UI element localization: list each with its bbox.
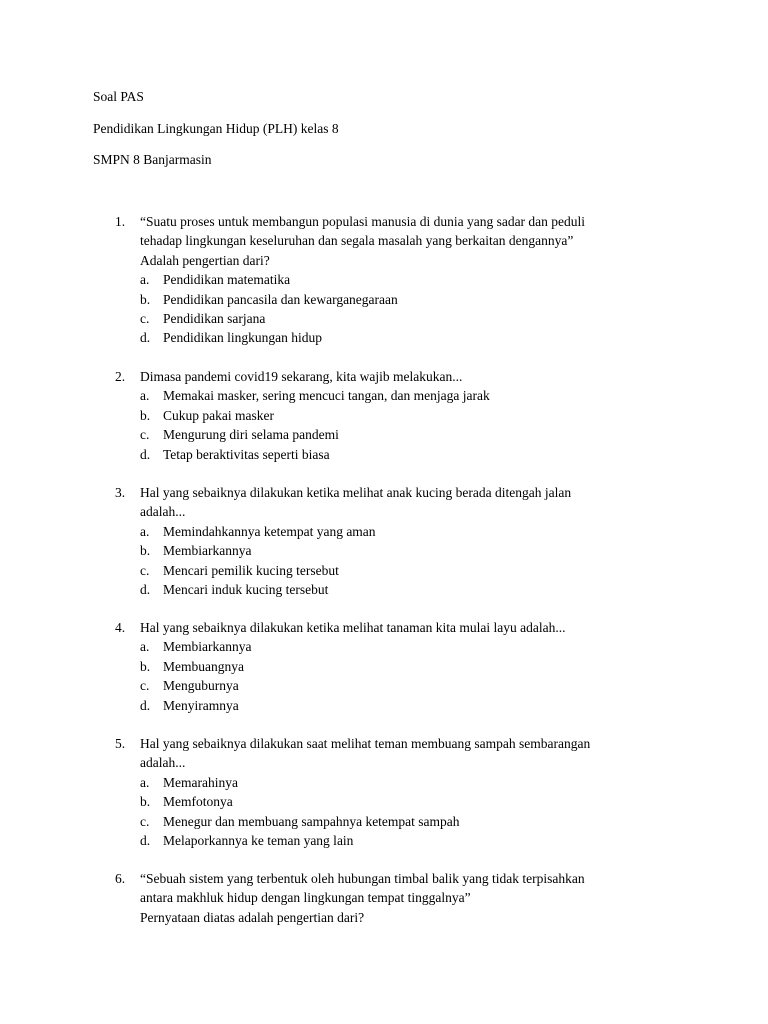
option-c bbox=[140, 676, 675, 695]
question-text-line: Hal yang sebaiknya dilakukan saat melihat teman membuang sampah sembarangan bbox=[140, 736, 591, 751]
option-d bbox=[140, 580, 675, 599]
document-title: Soal PAS bbox=[93, 89, 144, 104]
question-5 bbox=[115, 734, 675, 850]
question-number: 2. bbox=[115, 369, 126, 384]
question-text-line: “Suatu proses untuk membangun populasi manusia di dunia yang sadar dan peduli bbox=[140, 214, 586, 229]
option-letter: d. bbox=[140, 582, 151, 598]
option-a bbox=[140, 773, 675, 792]
question-1 bbox=[115, 212, 675, 348]
option-letter: a. bbox=[140, 523, 150, 539]
option-c bbox=[140, 425, 675, 444]
option-letter: b. bbox=[140, 407, 151, 423]
question-number: 6. bbox=[115, 871, 126, 886]
option-letter: c. bbox=[140, 562, 150, 578]
question-body bbox=[140, 367, 675, 464]
option-letter: c. bbox=[140, 427, 150, 443]
option-d bbox=[140, 831, 675, 850]
option-letter: b. bbox=[140, 794, 151, 810]
option-text: Melaporkannya ke teman yang lain bbox=[163, 833, 354, 849]
option-d bbox=[140, 445, 675, 464]
option-text: Pendidikan pancasila dan kewarganegaraan bbox=[163, 291, 398, 307]
option-text: Mencari pemilik kucing tersebut bbox=[163, 562, 339, 578]
option-text: Membuangnya bbox=[163, 658, 244, 674]
option-b bbox=[140, 657, 675, 676]
option-letter: a. bbox=[140, 639, 150, 655]
option-letter: a. bbox=[140, 388, 150, 404]
question-number: 4. bbox=[115, 620, 126, 635]
option-letter: b. bbox=[140, 658, 151, 674]
question-number: 3. bbox=[115, 485, 126, 500]
option-letter: d. bbox=[140, 697, 151, 713]
option-d bbox=[140, 328, 675, 347]
option-a bbox=[140, 522, 675, 541]
question-text-line: Pernyataan diatas adalah pengertian dari? bbox=[140, 909, 365, 925]
question-body bbox=[140, 618, 675, 715]
option-text: Mengurung diri selama pandemi bbox=[163, 427, 339, 443]
option-a bbox=[140, 637, 675, 656]
option-text: Menguburnya bbox=[163, 678, 239, 694]
option-text: Menegur dan membuang sampahnya ketempat sampah bbox=[163, 813, 460, 829]
option-text: Pendidikan sarjana bbox=[163, 311, 266, 327]
option-text: Menyiramnya bbox=[163, 697, 239, 713]
question-4 bbox=[115, 618, 675, 715]
question-body bbox=[140, 212, 675, 348]
question-3 bbox=[115, 483, 675, 599]
option-c bbox=[140, 561, 675, 580]
question-text-line: Dimasa pandemi covid19 sekarang, kita wajib melakukan... bbox=[140, 369, 463, 384]
option-letter: d. bbox=[140, 330, 151, 346]
question-6 bbox=[115, 869, 675, 927]
option-letter: c. bbox=[140, 678, 150, 694]
option-letter: c. bbox=[140, 813, 150, 829]
option-c bbox=[140, 812, 675, 831]
option-letter: a. bbox=[140, 774, 150, 790]
question-text-line: “Sebuah sistem yang terbentuk oleh hubungan timbal balik yang tidak terpisahkan bbox=[140, 871, 585, 886]
question-body bbox=[140, 734, 675, 850]
option-text: Memarahinya bbox=[163, 774, 238, 790]
option-text: Pendidikan matematika bbox=[163, 272, 291, 288]
question-text-line: Hal yang sebaiknya dilakukan ketika melihat anak kucing berada ditengah jalan bbox=[140, 485, 572, 500]
question-text-line: Adalah pengertian dari? bbox=[140, 252, 270, 268]
option-letter: b. bbox=[140, 291, 151, 307]
option-a bbox=[140, 270, 675, 289]
question-text-line: adalah... bbox=[140, 755, 186, 771]
option-d bbox=[140, 696, 675, 715]
question-2 bbox=[115, 367, 675, 464]
question-text-line: antara makhluk hidup dengan lingkungan tempat tinggalnya” bbox=[140, 890, 471, 906]
question-number: 1. bbox=[115, 214, 126, 229]
question-body bbox=[140, 483, 675, 599]
option-letter: d. bbox=[140, 446, 151, 462]
question-text-line: adalah... bbox=[140, 504, 186, 520]
option-text: Tetap beraktivitas seperti biasa bbox=[163, 446, 330, 462]
option-b bbox=[140, 406, 675, 425]
option-letter: c. bbox=[140, 311, 150, 327]
option-b bbox=[140, 290, 675, 309]
option-letter: b. bbox=[140, 543, 151, 559]
question-body bbox=[140, 869, 675, 927]
option-text: Membiarkannya bbox=[163, 639, 252, 655]
option-letter: a. bbox=[140, 272, 150, 288]
question-text-line: tehadap lingkungan keseluruhan dan segala masalah yang berkaitan dengannya” bbox=[140, 233, 574, 249]
option-a bbox=[140, 386, 675, 405]
option-text: Cukup pakai masker bbox=[163, 407, 274, 423]
option-text: Memfotonya bbox=[163, 794, 233, 810]
subject-title: Pendidikan Lingkungan Hidup (PLH) kelas 8 bbox=[93, 121, 339, 136]
option-text: Memindahkannya ketempat yang aman bbox=[163, 523, 376, 539]
option-letter: d. bbox=[140, 833, 151, 849]
option-text: Memakai masker, sering mencuci tangan, dan menjaga jarak bbox=[163, 388, 490, 404]
option-c bbox=[140, 309, 675, 328]
option-text: Membiarkannya bbox=[163, 543, 252, 559]
option-b bbox=[140, 541, 675, 560]
option-text: Mencari induk kucing tersebut bbox=[163, 582, 329, 598]
question-number: 5. bbox=[115, 736, 126, 751]
option-b bbox=[140, 792, 675, 811]
school-name: SMPN 8 Banjarmasin bbox=[93, 152, 212, 167]
question-text-line: Hal yang sebaiknya dilakukan ketika melihat tanaman kita mulai layu adalah... bbox=[140, 620, 566, 635]
option-text: Pendidikan lingkungan hidup bbox=[163, 330, 322, 346]
